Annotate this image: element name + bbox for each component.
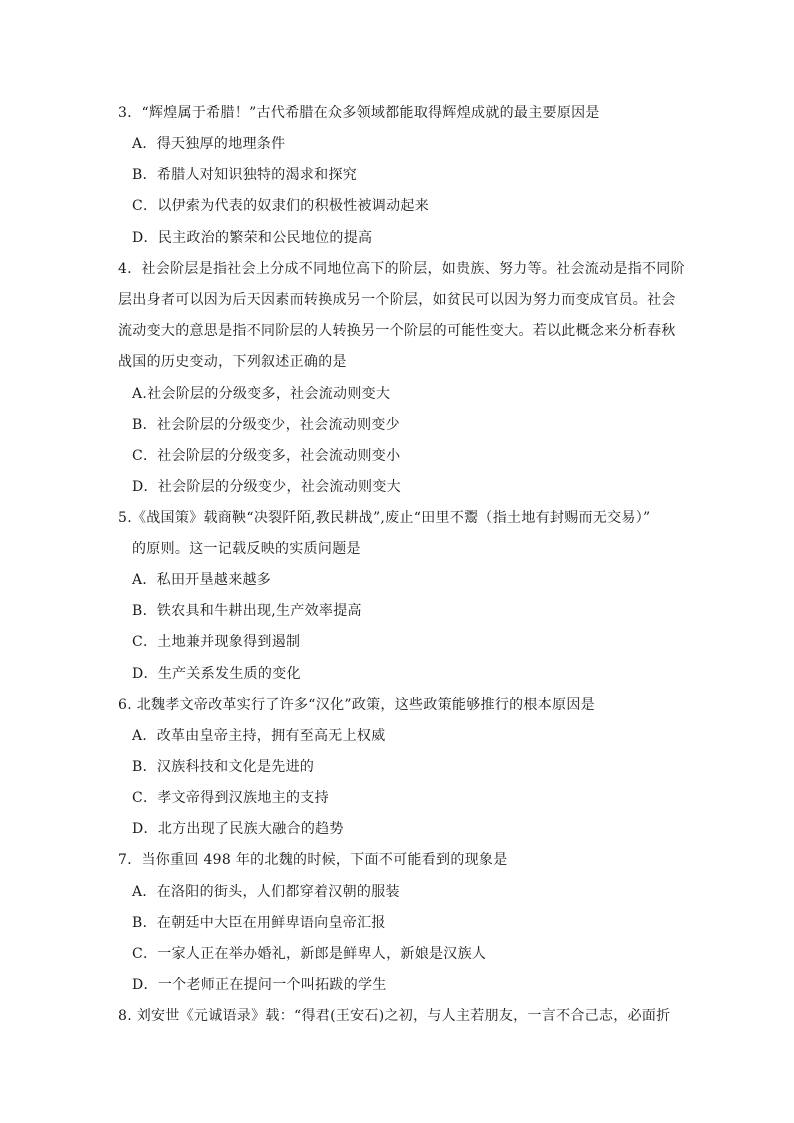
question-5-stem-line-2: 的原则。这一记载反映的实质问题是 [132, 541, 361, 557]
question-6-stem: 6. 北魏孝文帝改革实行了许多“汉化”政策，这些政策能够推行的根本原因是 [118, 697, 595, 713]
question-5-option-c: C．土地兼并现象得到遏制 [132, 634, 301, 650]
question-6-option-d: D．北方出现了民族大融合的趋势 [132, 821, 344, 837]
question-7-option-a: A．在洛阳的街头，人们都穿着汉朝的服装 [132, 884, 400, 900]
question-5-option-d: D．生产关系发生质的变化 [132, 666, 301, 682]
question-4-stem-line-3: 流动变大的意思是指不同阶层的人转换另一个阶层的可能性变大。若以此概念来分析春秋 [118, 323, 676, 339]
question-4-stem-line-2: 层出身者可以因为后天因素而转换成另一个阶层，如贫民可以因为努力而变成官员。社会 [118, 292, 676, 308]
question-6-option-c: C．孝文帝得到汉族地主的支持 [132, 790, 329, 806]
question-8-stem: 8. 刘安世《元诚语录》载：“得君(王安石)之初，与人主若朋友，一言不合己志，必面折 [118, 1008, 671, 1024]
question-4-option-d: D．社会阶层的分级变少，社会流动则变大 [132, 479, 401, 495]
question-7-option-b: B．在朝廷中大臣在用鲜卑语向皇帝汇报 [132, 915, 386, 931]
question-4-stem-line-1: 4．社会阶层是指社会上分成不同地位高下的阶层，如贵族、努力等。社会流动是指不同阶 [118, 261, 685, 277]
question-7-option-c: C．一家人正在举办婚礼，新郎是鲜卑人，新娘是汉族人 [132, 946, 487, 962]
question-6-option-a: A．改革由皇帝主持，拥有至高无上权威 [132, 728, 386, 744]
question-3-option-a: A．得天独厚的地理条件 [132, 136, 286, 152]
question-3-option-b: B．希腊人对知识独特的渴求和探究 [132, 167, 358, 183]
question-4-option-c: C．社会阶层的分级变多，社会流动则变小 [132, 448, 401, 464]
question-3-option-c: C．以伊索为代表的奴隶们的积极性被调动起来 [132, 198, 430, 214]
question-4-stem-line-4: 战国的历史变动，下列叙述正确的是 [118, 354, 347, 370]
question-5-option-b: B．铁农具和牛耕出现,生产效率提高 [132, 603, 362, 619]
question-3-option-d: D．民主政治的繁荣和公民地位的提高 [132, 230, 373, 246]
question-3-stem: 3．“辉煌属于希腊！”古代希腊在众多领域都能取得辉煌成就的最主要原因是 [118, 105, 600, 121]
question-5-stem-line-1: 5.《战国策》载商鞅“决裂阡陌,教民耕战”,废止“田里不鬻（指土地有封赐而无交易）” [118, 510, 651, 526]
question-5-option-a: A．私田开垦越来越多 [132, 572, 272, 588]
question-6-option-b: B．汉族科技和文化是先进的 [132, 759, 315, 775]
question-4-option-b: B．社会阶层的分级变少，社会流动则变少 [132, 417, 400, 433]
question-7-stem: 7．当你重回 498 年的北魏的时候，下面不可能看到的现象是 [118, 852, 508, 868]
question-7-option-d: D．一个老师正在提问一个叫拓跋的学生 [132, 977, 387, 993]
question-4-option-a: A.社会阶层的分级变多，社会流动则变大 [132, 386, 391, 402]
